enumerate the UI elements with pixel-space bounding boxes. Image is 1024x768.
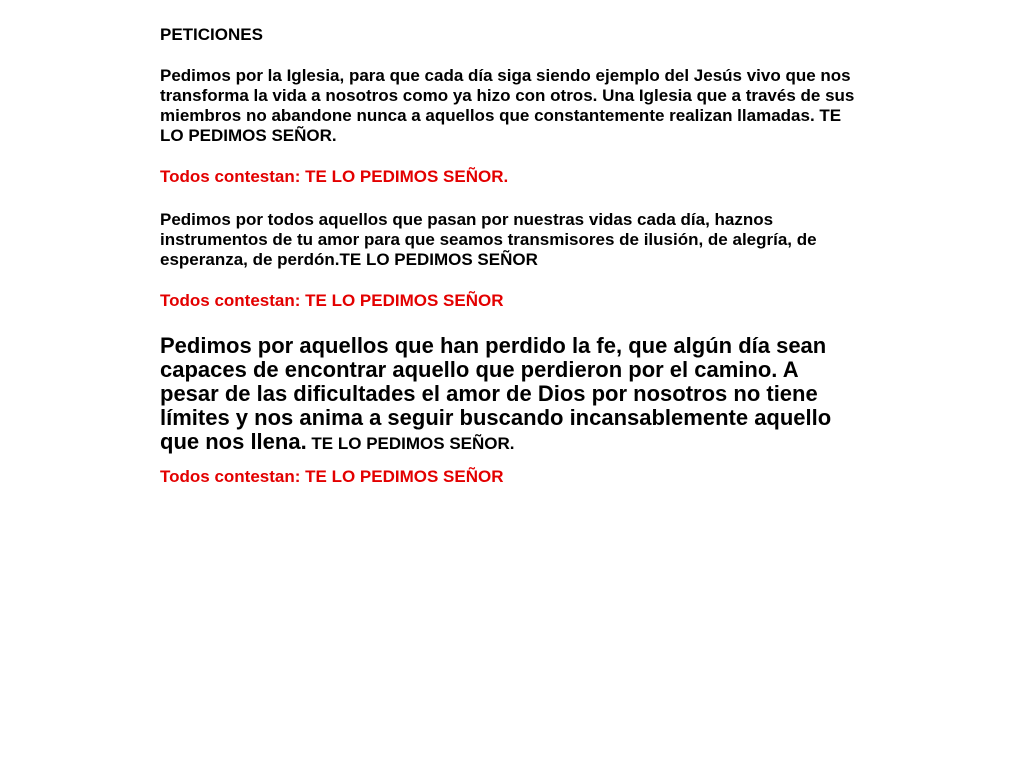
response-text: Todos contestan: TE LO PEDIMOS SEÑOR — [160, 291, 504, 310]
petition-text: Pedimos por aquellos que han perdido la fe, que algún día sean capaces de encontrar aquello que perdieron por el camino. A pesar de las dificultades el amor de Dios por nosotros no tiene límites y nos anima a seguir buscando incansablemente aquello que nos llena. — [160, 333, 832, 454]
petition-paragraph — [160, 210, 860, 270]
document-body — [160, 24, 860, 510]
response-text: Todos contestan: TE LO PEDIMOS SEÑOR — [160, 467, 504, 486]
petition-text: Pedimos por todos aquellos que pasan por nuestras vidas cada día, haznos instrumentos de tu amor para que seamos transmisores de ilusión, de alegría, de esperanza, de perdón. — [160, 210, 817, 269]
petition-paragraph — [160, 66, 860, 146]
document-heading: PETICIONES — [160, 25, 263, 44]
petition-paragraph — [160, 334, 860, 456]
petition-ending: TE LO PEDIMOS SEÑOR. — [306, 434, 515, 453]
petition-ending: TE LO PEDIMOS SEÑOR. — [160, 106, 842, 145]
petition-ending: TE LO PEDIMOS SEÑOR — [339, 250, 538, 269]
response-text: Todos contestan: TE LO PEDIMOS SEÑOR. — [160, 167, 509, 186]
petition-text: Pedimos por la Iglesia, para que cada día siga siendo ejemplo del Jesús vivo que nos transforma la vida a nosotros como ya hizo con otros. Una Iglesia que a través de sus miembros no abandone nunca a aquellos que constantemente realizan llamadas. — [160, 66, 855, 125]
